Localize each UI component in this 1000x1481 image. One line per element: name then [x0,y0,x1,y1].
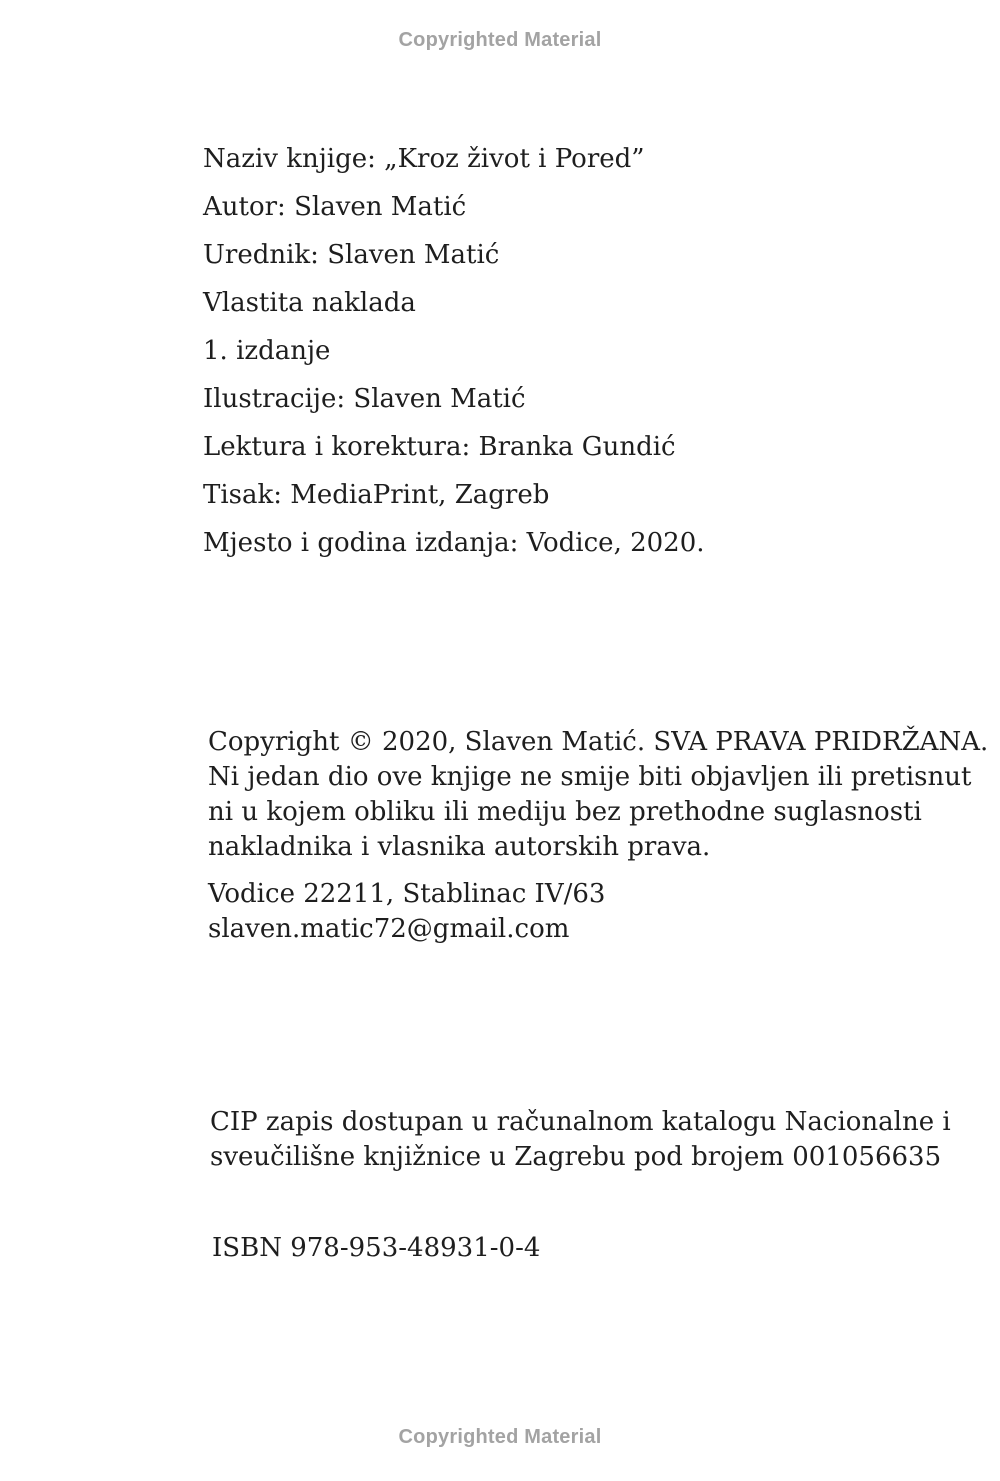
editor-line: Urednik: Slaven Matić [203,240,500,270]
book-info-section [203,144,705,576]
isbn: ISBN 978-953-48931-0-4 [212,1233,541,1263]
cip-line: sveučilišne knjižnice u Zagrebu pod brojem 001056635 [210,1142,942,1172]
publisher-line: Vlastita naklada [203,288,416,318]
place-year-line: Mjesto i godina izdanja: Vodice, 2020. [203,528,705,558]
watermark-top: Copyrighted Material [398,29,602,51]
copyright-line: Ni jedan dio ove knjige ne smije biti objavljen ili pretisnut [208,762,972,792]
edition-line: 1. izdanje [203,336,331,366]
author-line: Autor: Slaven Matić [203,192,467,222]
illustrations-line: Ilustracije: Slaven Matić [203,384,526,414]
copyright-line: Copyright © 2020, Slaven Matić. SVA PRAVA PRIDRŽANA. [208,727,989,757]
cip-section [210,1105,951,1175]
proofreading-line: Lektura i korektura: Branka Gundić [203,432,676,462]
copyright-section [208,725,988,947]
address: Vodice 22211, Stablinac IV/63 [208,879,606,909]
copyright-notice [208,725,988,865]
book-title-line: Naziv knjige: „Kroz život i Pored” [203,144,645,174]
email: slaven.matic72@gmail.com [208,914,570,944]
copyright-line: nakladnika i vlasnika autorskih prava. [208,832,711,862]
watermark-bottom: Copyrighted Material [398,1426,602,1448]
copyright-line: ni u kojem obliku ili mediju bez prethodne suglasnosti [208,797,922,827]
print-line: Tisak: MediaPrint, Zagreb [203,480,550,510]
cip-line: CIP zapis dostupan u računalnom katalogu Nacionalne i [210,1107,951,1137]
